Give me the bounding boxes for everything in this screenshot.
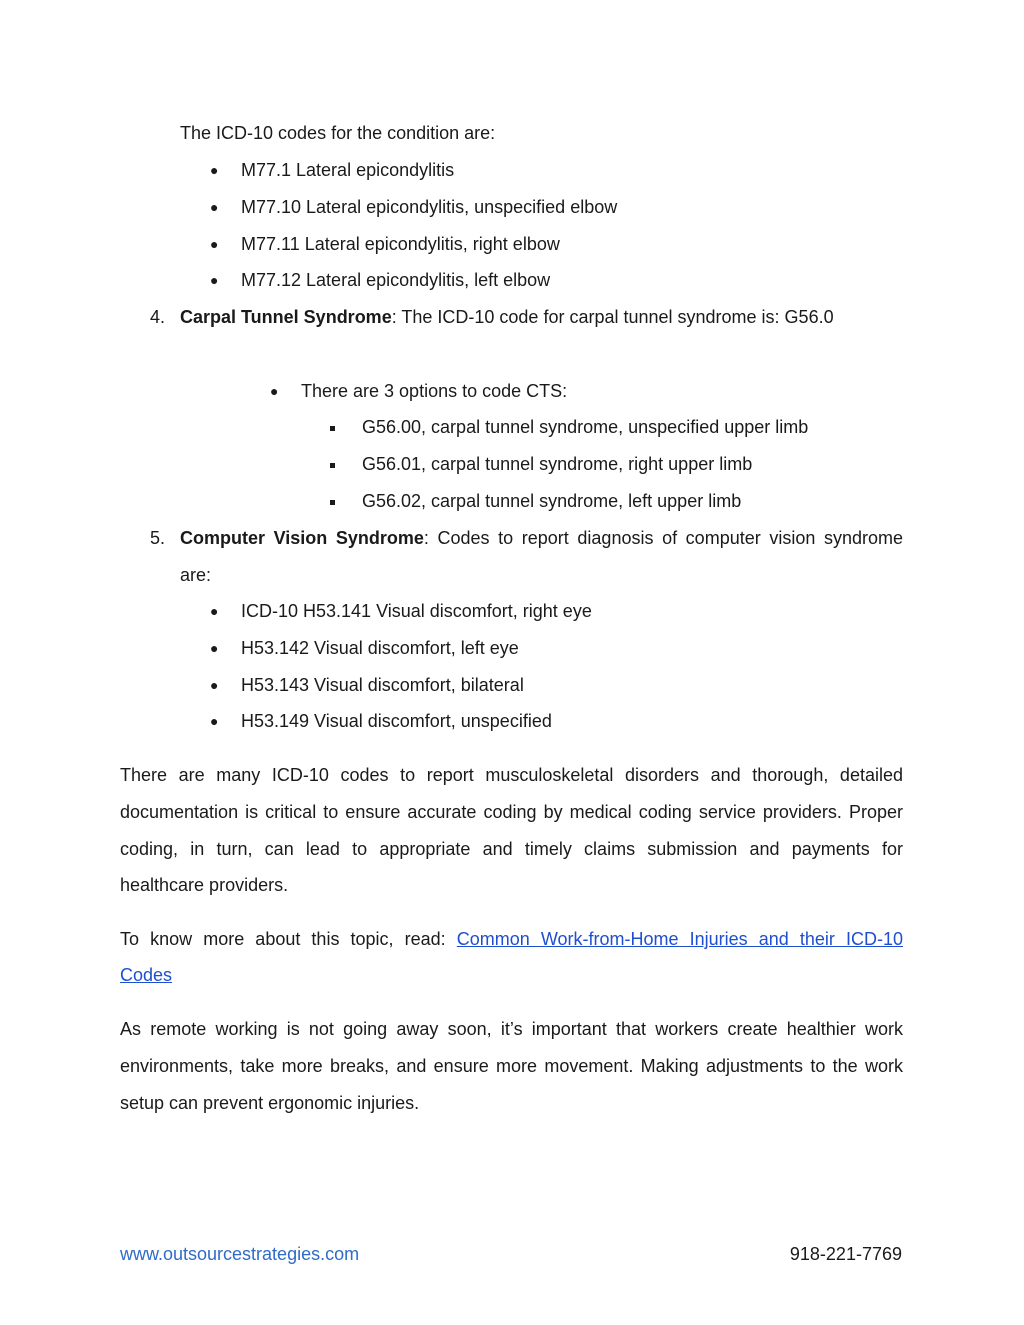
bullet-icon: ●	[210, 603, 219, 619]
read-more-line	[120, 927, 903, 951]
intro-line: The ICD-10 codes for the condition are:	[180, 123, 496, 143]
bullet-icon: ●	[210, 162, 219, 178]
list-item: H53.149 Visual discomfort, unspecified	[241, 711, 552, 731]
numbered-item-computer-vision	[180, 526, 903, 550]
bullet-icon: ●	[210, 640, 219, 656]
article-link[interactable]: Common Work-from-Home Injuries and their ICD-10	[456, 929, 903, 949]
list-item: M77.11 Lateral epicondylitis, right elbow	[241, 234, 560, 254]
list-item: M77.12 Lateral epicondylitis, left elbow	[241, 270, 551, 290]
square-bullet-icon	[330, 500, 335, 505]
read-more-lead: To know more about this topic, read:	[120, 929, 446, 949]
list-item: G56.00, carpal tunnel syndrome, unspecified upper limb	[362, 417, 809, 437]
paragraph-line: There are many ICD-10 codes to report musculoskeletal disorders and thorough, detailed	[120, 765, 903, 785]
bullet-icon: ●	[210, 272, 219, 288]
item-title: Carpal Tunnel Syndrome	[180, 307, 392, 327]
paragraph-line: coding, in turn, can lead to appropriate and timely claims submission and payments for	[120, 839, 903, 859]
bullet-icon: ●	[210, 677, 219, 693]
item-text-continued: are:	[180, 565, 212, 585]
list-item: M77.1 Lateral epicondylitis	[241, 160, 455, 180]
square-bullet-icon	[330, 426, 335, 431]
footer-website-link[interactable]: www.outsourcestrategies.com	[120, 1244, 360, 1264]
numbered-item-carpal-tunnel	[180, 305, 903, 329]
list-item: G56.01, carpal tunnel syndrome, right upper limb	[362, 454, 753, 474]
list-number: 5.	[150, 528, 166, 548]
bullet-icon: ●	[210, 713, 219, 729]
item-text: : The ICD-10 code for carpal tunnel syndrome is: G56.0	[391, 307, 834, 327]
paragraph-line: environments, take more breaks, and ensure more movement. Making adjustments to the work	[120, 1056, 903, 1076]
paragraph-line: setup can prevent ergonomic injuries.	[120, 1093, 420, 1113]
article-link-continued[interactable]: Codes	[120, 965, 173, 985]
list-item: There are 3 options to code CTS:	[301, 381, 568, 401]
list-item: H53.142 Visual discomfort, left eye	[241, 638, 519, 658]
bullet-icon: ●	[210, 236, 219, 252]
list-number: 4.	[150, 307, 166, 327]
paragraph-line: healthcare providers.	[120, 875, 289, 895]
paragraph-line: documentation is critical to ensure accurate coding by medical coding service providers. Proper	[120, 802, 903, 822]
square-bullet-icon	[330, 463, 335, 468]
list-item: ICD-10 H53.141 Visual discomfort, right eye	[241, 601, 592, 621]
list-item: G56.02, carpal tunnel syndrome, left upper limb	[362, 491, 742, 511]
list-item: H53.143 Visual discomfort, bilateral	[241, 675, 524, 695]
bullet-icon: ●	[210, 199, 219, 215]
paragraph-line: As remote working is not going away soon, it’s important that workers create healthier work	[120, 1019, 903, 1039]
item-text: : Codes to report diagnosis of computer vision syndrome	[423, 528, 903, 548]
footer-phone: 918-221-7769	[789, 1244, 902, 1264]
list-item: M77.10 Lateral epicondylitis, unspecified elbow	[241, 197, 618, 217]
item-title: Computer Vision Syndrome	[180, 528, 424, 548]
bullet-icon: ●	[270, 383, 279, 399]
